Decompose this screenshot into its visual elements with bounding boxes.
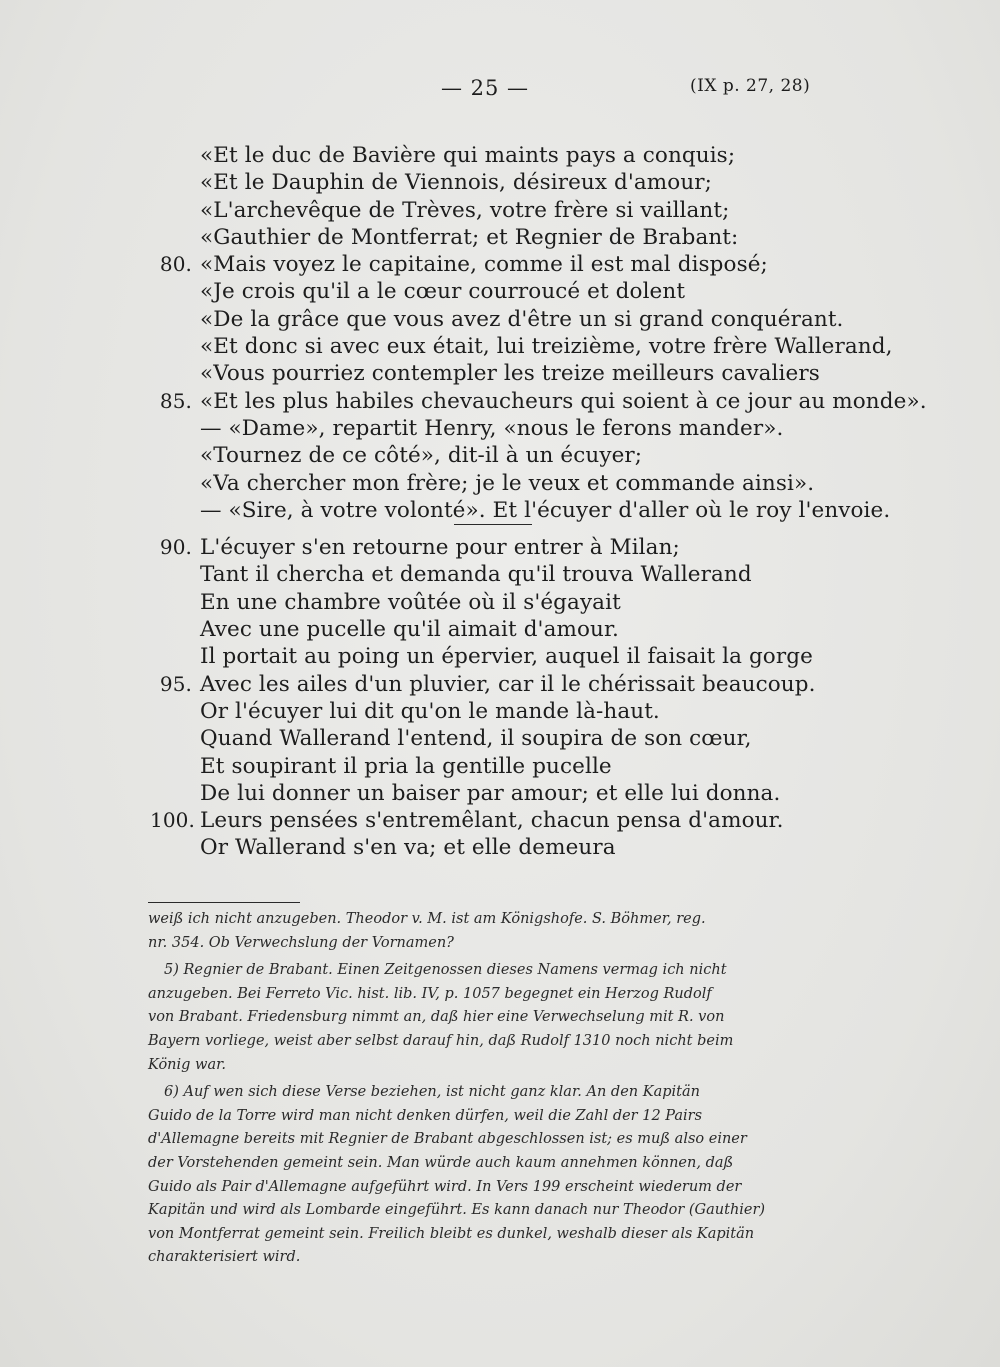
verse-block — [150, 142, 927, 862]
verse-text: «Et donc si avec eux était, lui treizième, votre frère Wallerand, — [200, 334, 893, 360]
footnote-line: weiß ich nicht anzugeben. Theodor v. M. ist am Königshofe. S. Böhmer, reg. — [148, 911, 706, 927]
verse-line — [150, 725, 850, 752]
footnote-line: Kapitän und wird als Lombarde eingeführt. Es kann danach nur Theodor (Gauthier) — [148, 1202, 766, 1219]
verse-text: «Mais voyez le capitaine, comme il est mal disposé; — [200, 252, 768, 278]
verse-line — [150, 589, 850, 616]
verse-line — [150, 834, 850, 861]
page-number: — 25 — — [440, 76, 530, 100]
verse-line — [150, 142, 850, 169]
verse-line — [150, 360, 850, 387]
verse-line — [150, 169, 850, 196]
verse-number: 90. — [159, 535, 192, 560]
verse-line — [150, 388, 927, 415]
verse-text: «Gauthier de Montferrat; et Regnier de Brabant: — [200, 224, 739, 250]
footnote-line: Bayern vorliege, weist aber selbst darauf hin, daß Rudolf 1310 noch nicht beim — [148, 1032, 734, 1049]
verse-text: «Je crois qu'il a le cœur courroucé et dolent — [200, 279, 686, 305]
verse-text: Leurs pensées s'entremêlant, chacun pensa d'amour. — [200, 808, 784, 834]
verse-line — [150, 561, 850, 588]
verse-line — [150, 753, 850, 780]
footnote-line: nr. 354. Ob Verwechslung der Vornamen? — [148, 934, 454, 951]
verse-text: Tant il chercha et demanda qu'il trouva Wallerand — [200, 562, 752, 588]
verse-line — [150, 616, 850, 643]
verse-line — [150, 415, 850, 442]
verse-line — [150, 278, 850, 305]
verse-line — [150, 333, 893, 360]
footnote-line: charakterisiert wird. — [148, 1249, 301, 1266]
verse-text: «Et le Dauphin de Viennois, désireux d'amour; — [200, 170, 713, 196]
verse-line — [150, 671, 850, 698]
verse-text: Avec une pucelle qu'il aimait d'amour. — [200, 617, 619, 643]
verse-text: «Et les plus habiles chevaucheurs qui soient à ce jour au monde». — [200, 388, 927, 414]
footnote-line: 5) Regnier de Brabant. Einen Zeitgenossen dieses Namens vermag ich nicht — [164, 962, 727, 979]
verse-line — [150, 442, 850, 469]
verse-line — [150, 470, 850, 497]
footnote-line: Guido als Pair d'Allemagne aufgeführt wird. In Vers 199 erscheint wiederum der — [148, 1178, 742, 1195]
verse-line — [150, 306, 850, 333]
verse-text: «Et le duc de Bavière qui maints pays a conquis; — [200, 143, 736, 168]
page-header — [0, 76, 1000, 106]
footnotes — [148, 908, 844, 1270]
verse-number: 80. — [159, 252, 192, 277]
verse-number: 85. — [159, 388, 192, 413]
footnote-line: d'Allemagne bereits mit Regnier de Brabant abgeschlossen ist; es muß also einer — [148, 1131, 747, 1148]
footnote-6 — [148, 1081, 844, 1270]
verse-line — [150, 780, 850, 807]
verse-text: «Va chercher mon frère; je le veux et commande ainsi». — [200, 470, 815, 496]
verse-text: Avec les ailes d'un pluvier, car il le chérissait beaucoup. — [200, 671, 816, 697]
verse-line — [150, 251, 850, 278]
verse-text: Quand Wallerand l'entend, il soupira de son cœur, — [200, 726, 752, 752]
verse-line — [150, 497, 891, 524]
verse-text: L'écuyer s'en retourne pour entrer à Milan; — [200, 535, 680, 561]
verse-text: Or Wallerand s'en va; et elle demeura — [200, 835, 616, 861]
verse-line — [150, 807, 850, 834]
footnote-line: Guido de la Torre wird man nicht denken dürfen, weil die Zahl der 12 Pairs — [148, 1107, 703, 1124]
verse-text: «L'archevêque de Trèves, votre frère si vaillant; — [200, 197, 730, 223]
verse-text: Et soupirant il pria la gentille pucelle — [200, 753, 612, 779]
verse-text: Il portait au poing un épervier, auquel il faisait la gorge — [200, 644, 813, 670]
verse-group-2 — [150, 534, 850, 862]
verse-text: — «Sire, à votre volonté». Et l'écuyer d'aller où le roy l'envoie. — [200, 497, 891, 523]
footnote-line: 6) Auf wen sich diese Verse beziehen, ist nicht ganz klar. An den Kapitän — [164, 1084, 700, 1101]
verse-line — [150, 534, 850, 561]
verse-text: «De la grâce que vous avez d'être un si grand conquérant. — [200, 306, 844, 332]
verse-line — [150, 197, 850, 224]
page-reference: (IX p. 27, 28) — [690, 76, 811, 96]
verse-text: «Vous pourriez contempler les treize meilleurs cavaliers — [200, 361, 820, 387]
footnote-line: anzugeben. Bei Ferreto Vic. hist. lib. IV, p. 1057 begegnet ein Herzog Rudolf — [148, 985, 712, 1002]
verse-number: 95. — [159, 671, 192, 696]
footnote-continuation — [148, 908, 844, 955]
verse-text: «Tournez de ce côté», dit-il à un écuyer; — [200, 443, 643, 469]
verse-group-1 — [150, 142, 927, 524]
footnote-line: der Vorstehenden gemeint sein. Man würde auch kaum annehmen können, daß — [148, 1154, 734, 1171]
footnote-line: König war. — [148, 1056, 227, 1073]
verse-text: En une chambre voûtée où il s'égayait — [200, 589, 621, 615]
verse-text: Or l'écuyer lui dit qu'on le mande là-haut. — [200, 698, 660, 724]
footnote-rule — [148, 902, 300, 903]
footnote-line: von Brabant. Friedensburg nimmt an, daß hier eine Verwechselung mit R. von — [148, 1009, 725, 1026]
footnote-5 — [148, 959, 844, 1077]
verse-text: De lui donner un baiser par amour; et elle lui donna. — [200, 780, 781, 806]
verse-line — [150, 698, 850, 725]
verse-line — [150, 224, 850, 251]
verse-line — [150, 643, 850, 670]
footnote-line: von Montferrat gemeint sein. Freilich bleibt es dunkel, weshalb dieser als Kapitän — [148, 1225, 755, 1242]
section-divider — [150, 524, 850, 534]
verse-number: 100. — [150, 808, 195, 833]
verse-text: — «Dame», repartit Henry, «nous le ferons mander». — [200, 415, 784, 441]
